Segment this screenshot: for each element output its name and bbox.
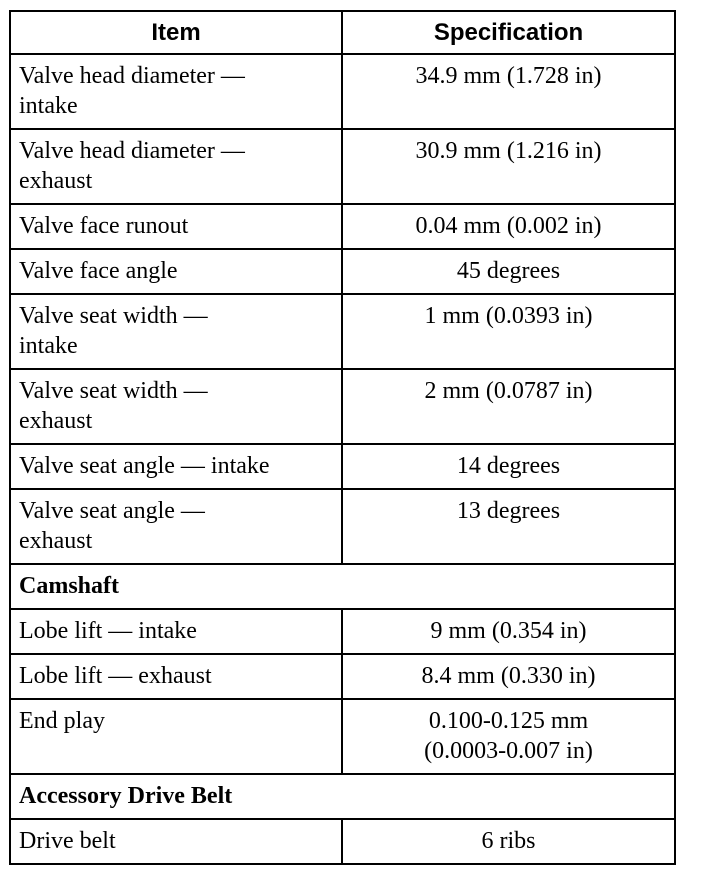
item-text: Valve face runout — [19, 213, 189, 239]
item-text: Valve face angle — [19, 258, 178, 284]
item-cell — [10, 654, 342, 699]
table-row — [10, 369, 675, 444]
spec-cell — [342, 819, 675, 864]
item-text: exhaust — [19, 408, 93, 434]
item-cell — [10, 369, 342, 444]
spec-cell — [342, 249, 675, 294]
spec-cell — [342, 489, 675, 564]
table-row — [10, 489, 675, 564]
item-text: intake — [19, 93, 78, 119]
table-row — [10, 609, 675, 654]
item-text: exhaust — [19, 528, 93, 554]
spec-value: 0.04 mm (0.002 in) — [415, 213, 602, 239]
spec-value: 34.9 mm (1.728 in) — [415, 63, 602, 89]
spec-cell — [342, 609, 675, 654]
item-text: Valve seat width — — [19, 378, 208, 404]
spec-value: 45 degrees — [456, 258, 561, 284]
table-row — [10, 204, 675, 249]
spec-value: 8.4 mm (0.330 in) — [421, 663, 596, 689]
section-row-camshaft — [10, 564, 675, 609]
spec-value: 6 ribs — [481, 828, 536, 854]
spec-value: 13 degrees — [456, 498, 561, 524]
table-row — [10, 444, 675, 489]
item-column-header: Item — [10, 11, 342, 54]
item-cell — [10, 54, 342, 129]
section-title: Camshaft — [19, 573, 119, 599]
spec-value: 1 mm (0.0393 in) — [424, 303, 593, 329]
section-title: Accessory Drive Belt — [19, 783, 233, 809]
table-row — [10, 294, 675, 369]
spec-value: (0.0003-0.007 in) — [424, 738, 593, 764]
table-row — [10, 129, 675, 204]
spec-cell — [342, 204, 675, 249]
spec-value: 9 mm (0.354 in) — [430, 618, 587, 644]
item-cell — [10, 204, 342, 249]
spec-cell — [342, 654, 675, 699]
spec-value: 0.100-0.125 mm — [428, 708, 589, 734]
item-text: Drive belt — [19, 828, 116, 854]
item-text: intake — [19, 333, 78, 359]
item-cell — [10, 294, 342, 369]
section-row-accessory-drive-belt — [10, 774, 675, 819]
item-text: Valve seat width — — [19, 303, 208, 329]
spec-cell — [342, 294, 675, 369]
item-text: Valve head diameter — — [19, 138, 245, 164]
spec-value: 2 mm (0.0787 in) — [424, 378, 593, 404]
specification-column-header: Specification — [342, 11, 675, 54]
item-text: Lobe lift — exhaust — [19, 663, 212, 689]
spec-cell — [342, 369, 675, 444]
item-text: End play — [19, 708, 105, 734]
table-row — [10, 249, 675, 294]
table-row — [10, 54, 675, 129]
item-cell — [10, 129, 342, 204]
item-text: Valve seat angle — intake — [19, 453, 270, 479]
item-text: exhaust — [19, 168, 93, 194]
table-row — [10, 654, 675, 699]
item-cell — [10, 249, 342, 294]
spec-cell — [342, 54, 675, 129]
table-header-row — [10, 11, 675, 54]
item-text: Valve seat angle — — [19, 498, 205, 524]
section-heading — [10, 774, 675, 819]
spec-cell — [342, 129, 675, 204]
specification-table — [9, 10, 676, 865]
table-row — [10, 819, 675, 864]
item-cell — [10, 699, 342, 774]
item-cell — [10, 609, 342, 654]
table-row — [10, 699, 675, 774]
spec-value: 14 degrees — [456, 453, 561, 479]
item-text: Valve head diameter — — [19, 63, 245, 89]
item-cell — [10, 444, 342, 489]
item-cell — [10, 489, 342, 564]
spec-cell — [342, 699, 675, 774]
spec-value: 30.9 mm (1.216 in) — [415, 138, 602, 164]
item-text: Lobe lift — intake — [19, 618, 197, 644]
item-cell — [10, 819, 342, 864]
section-heading — [10, 564, 675, 609]
spec-cell — [342, 444, 675, 489]
